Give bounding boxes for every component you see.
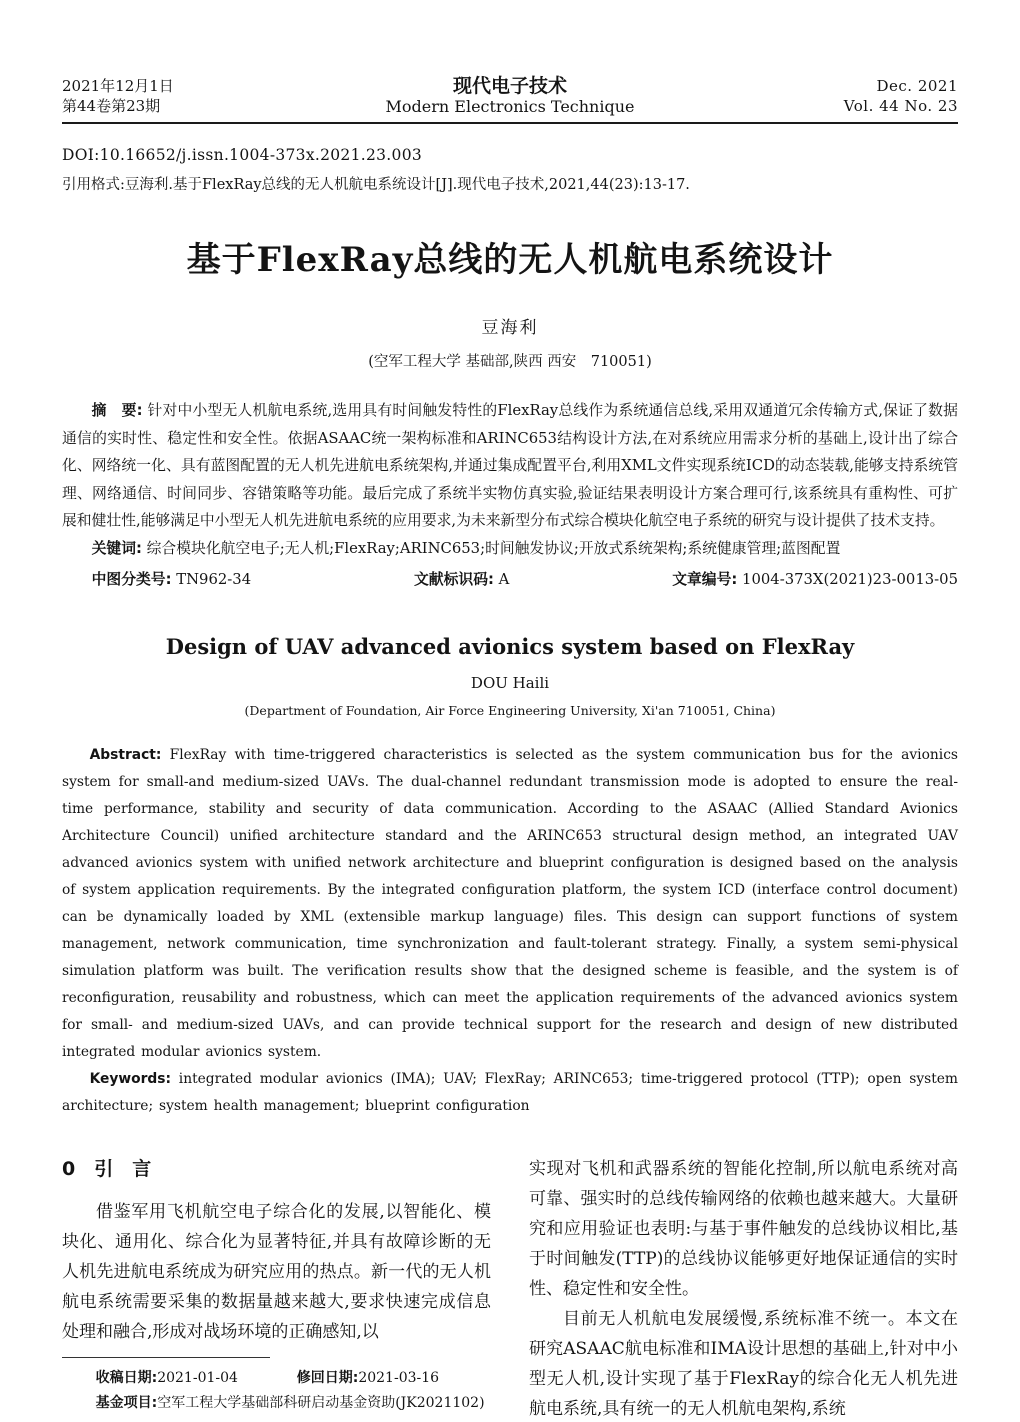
journal-header-left	[62, 76, 262, 116]
keywords-cn	[62, 535, 958, 563]
doi-line: DOI:10.16652/j.issn.1004-373x.2021.23.003	[62, 146, 423, 164]
intro-paragraph-right-2: 目前无人机航电发展缓慢,系统标准不统一。本文在研究ASAAC航电标准和IMA设计思想的基础上,针对中小型无人机,设计实现了基于FlexRay的综合化无人机先进航电系统,具有统一的无人机航电架构,系统	[529, 1308, 958, 1419]
keywords-cn-label: 关键词:	[91, 539, 142, 557]
article-id-value: 1004-373X(2021)23-0013-05	[742, 571, 958, 588]
journal-name-en: Modern Electronics Technique	[385, 97, 635, 116]
footnote	[62, 1357, 491, 1416]
doc-code-label: 文献标识码:	[414, 571, 494, 588]
journal-name-cn: 现代电子技术	[452, 75, 567, 97]
author-cn: 豆海利	[481, 318, 539, 338]
header-divider	[62, 122, 958, 124]
intro-paragraph-left: 借鉴军用飞机航空电子综合化的发展,以智能化、模块化、通用化、综合化为显著特征,并具有故障诊断的无人机先进航电系统成为研究应用的热点。新一代的无人机航电系统需要采集的数据量越来越大,要求快速完成信息处理和融合,形成对战场环境的正确感知,以	[62, 1201, 491, 1342]
left-column	[62, 1154, 491, 1422]
keywords-cn-text: 综合模块化航空电子;无人机;FlexRay;ARINC653;时间触发协议;开放式系统架构;系统健康管理;蓝图配置	[146, 539, 841, 557]
doc-code-value: A	[498, 571, 510, 588]
affiliation-en: (Department of Foundation, Air Force Engineering University, Xi'an 710051, China)	[244, 702, 776, 718]
journal-date-en: Dec. 2021	[876, 77, 958, 95]
article-title-en: Design of UAV advanced avionics system based on FlexRay	[165, 633, 855, 659]
abstract-cn-label: 摘 要:	[91, 402, 143, 419]
article-id	[672, 566, 958, 594]
article-title-cn: 基于FlexRay总线的无人机航电系统设计	[186, 240, 834, 280]
citation-line: 引用格式:豆海利.基于FlexRay总线的无人机航电系统设计[J].现代电子技术,2021,44(23):13-17.	[62, 177, 690, 193]
journal-header-center	[262, 76, 758, 117]
journal-date-cn: 2021年12月1日	[62, 77, 174, 95]
journal-header	[62, 76, 958, 117]
article-id-label: 文章编号:	[672, 571, 738, 588]
keywords-en-label: Keywords:	[89, 1070, 172, 1087]
journal-issue-cn: 第44卷第23期	[62, 97, 161, 115]
footnote-fund	[62, 1391, 491, 1416]
affiliation-cn: (空军工程大学 基础部,陕西 西安 710051)	[368, 354, 652, 370]
abstract-en	[62, 742, 958, 1066]
footnote-dates	[62, 1366, 491, 1391]
body-columns	[62, 1154, 958, 1422]
received-date-label: 收稿日期:	[95, 1369, 158, 1386]
keywords-en	[62, 1066, 958, 1120]
intro-paragraph-right-1: 实现对飞机和武器系统的智能化控制,所以航电系统对高可靠、强实时的总线传输网络的依赖也越来越大。大量研究和应用验证也表明:与基于事件触发的总线协议相比,基于时间触发(TTP)的总线协议能够更好地保证通信的实时性、稳定性和安全性。	[529, 1158, 958, 1299]
revised-date-value: 2021-03-16	[358, 1369, 440, 1386]
clc-label: 中图分类号:	[91, 571, 172, 588]
abstract-cn-text: 针对中小型无人机航电系统,选用具有时间触发特性的FlexRay总线作为系统通信总线,采用双通道冗余传输方式,保证了数据通信的实时性、稳定性和安全性。依据ASAAC统一架构标准和ARINC653结构设计方法,在对系统应用需求分析的基础上,设计出了综合化、网络统一化、具有蓝图配置的无人机先进航电系统架构,并通过集成配置平台,利用XML文件实现系统ICD的动态装载,能够支持系统管理、网络通信、时间同步、容错策略等功能。最后完成了系统半实物仿真实验,验证结果表明设计方案合理可行,该系统具有重构性、可扩展和健壮性,能够满足中小型无人机先进航电系统的应用要求,为未来新型分布式综合模块化航空电子系统的研究与设计提供了技术支持。	[62, 402, 958, 529]
section-0-heading: 0 引 言	[62, 1157, 152, 1180]
received-date-value: 2021-01-04	[157, 1369, 238, 1386]
abstract-en-text: FlexRay with time-triggered characteristics is selected as the system communication bus for the avionics system for small-and medium-sized UAVs. The dual-channel redundant transmission mode is adopted to ensure the real-time performance, stability and security of data communication. According to the ASAAC (Allied Standard Avionics Architecture Council) unified architecture standard and the ARINC653 structural design method, an integrated UAV advanced avionics system with unified network architecture and blueprint configuration is designed based on the analysis of system application requirements. By the integrated configuration platform, the system ICD (interface control document) can be dynamically loaded by XML (extensible markup language) files. This design can support functions of system management, network communication, time synchronization and fault-tolerant strategy. Finally, a system semi-physical simulation platform was built. The verification results show that the designed scheme is feasible, and the system is of reconfiguration, reusability and robustness, which can meet the application requirements of the advanced avionics system for small- and medium-sized UAVs, and can provide technical support for the research and design of new distributed integrated modular avionics system.	[62, 746, 959, 1060]
fund-label: 基金项目:	[95, 1394, 158, 1411]
clc-value: TN962-34	[176, 571, 252, 588]
revised-date-label: 修回日期:	[296, 1369, 359, 1386]
clc-number	[92, 566, 252, 594]
abstract-en-label: Abstract:	[89, 746, 162, 763]
right-column	[529, 1154, 958, 1422]
journal-issue-en: Vol. 44 No. 23	[843, 97, 958, 115]
document-code	[414, 566, 509, 594]
abstract-cn	[62, 397, 958, 535]
footnote-divider	[62, 1357, 270, 1358]
fund-value: 空军工程大学基础部科研启动基金资助(JK2021102)	[157, 1394, 485, 1411]
keywords-en-text: integrated modular avionics (IMA); UAV; FlexRay; ARINC653; time-triggered protocol (TTP); open system architecture; system health management; blueprint configuration	[62, 1070, 959, 1114]
journal-header-right	[758, 76, 958, 116]
meta-row	[62, 566, 958, 594]
author-en: DOU Haili	[470, 673, 550, 692]
